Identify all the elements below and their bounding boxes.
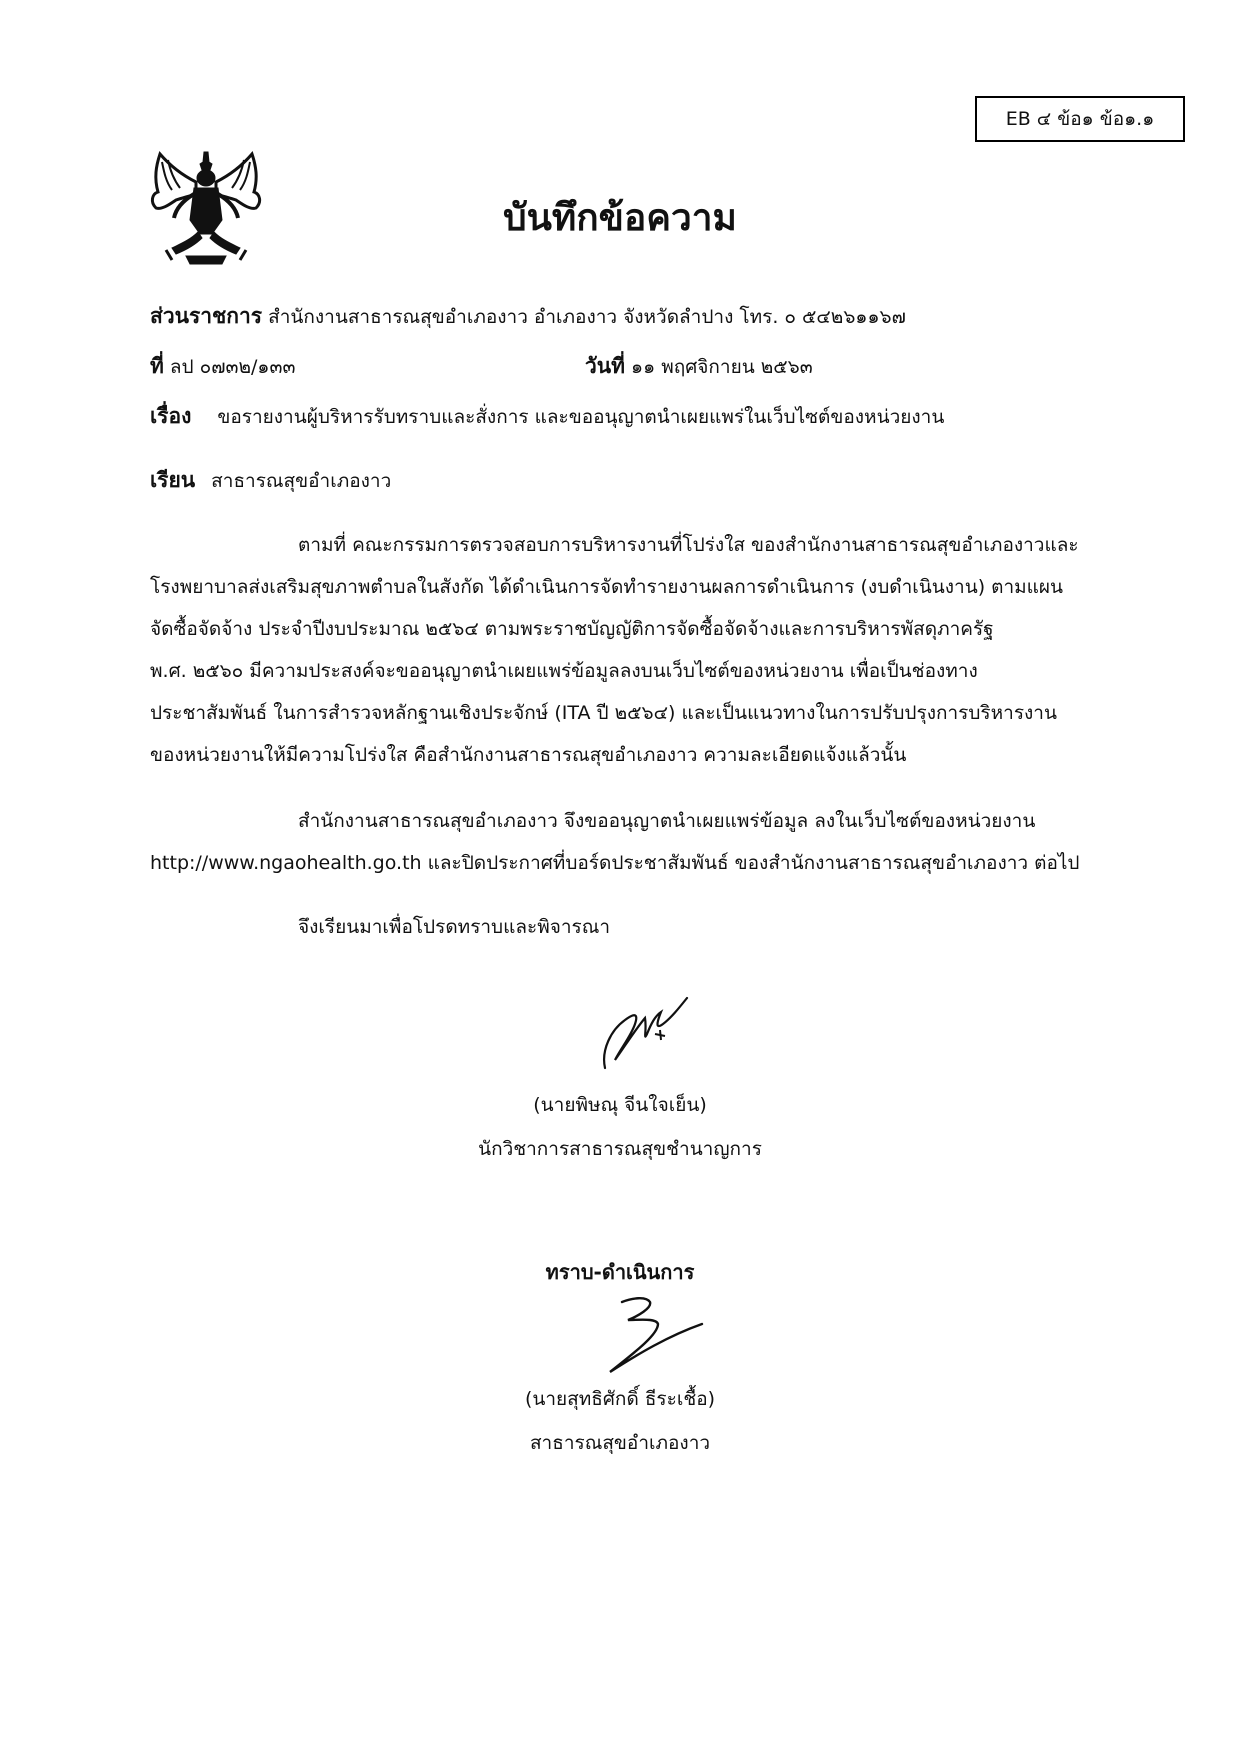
signer1-name: (นายพิษณุ จีนใจเย็น) xyxy=(533,1094,707,1116)
paragraph-line: สำนักงานสาธารณสุขอำเภองาว จึงขออนุญาตนำเผยแพร่ข้อมูล ลงในเว็บไซต์ของหน่วยงาน xyxy=(298,810,1036,832)
ref-value: ลป ๐๗๓๒/๑๓๓ xyxy=(169,356,296,378)
paragraph-line: http://www.ngaohealth.go.th และปิดประกาศที่บอร์ดประชาสัมพันธ์ ของสำนักงานสาธารณสุขอำเภองาว ต่อไป xyxy=(150,852,1080,874)
subject-value: ขอรายงานผู้บริหารรับทราบและสั่งการ และขออนุญาตนำเผยแพร่ในเว็บไซต์ของหน่วยงาน xyxy=(217,406,945,428)
reference-line xyxy=(150,350,295,383)
approver-name: (นายสุทธิศักดิ์ ธีระเชื้อ) xyxy=(524,1388,716,1410)
agency-value: สำนักงานสาธารณสุขอำเภองาว อำเภองาว จังหวัดลำปาง โทร. ๐ ๕๔๒๖๑๑๖๗ xyxy=(268,306,906,328)
to-value: สาธารณสุขอำเภองาว xyxy=(211,470,392,492)
signature-2 xyxy=(598,1290,708,1380)
paragraph-line: ตามที่ คณะกรรมการตรวจสอบการบริหารงานที่โปร่งใส ของสำนักงานสาธารณสุขอำเภองาวและ xyxy=(298,534,1079,556)
closing-text: จึงเรียนมาเพื่อโปรดทราบและพิจารณา xyxy=(298,916,611,938)
ref-label: ที่ xyxy=(150,354,164,378)
date-line xyxy=(585,350,813,383)
paragraph-line: โรงพยาบาลส่งเสริมสุขภาพตำบลในสังกัด ได้ดำเนินการจัดทำรายงานผลการดำเนินการ (งบดำเนินงาน) ตามแผน xyxy=(150,576,1064,598)
signer1-position: นักวิชาการสาธารณสุขชำนาญการ xyxy=(478,1138,762,1160)
body-paragraph-1 xyxy=(150,524,1145,776)
paragraph-line: พ.ศ. ๒๕๖๐ มีความประสงค์จะขออนุญาตนำเผยแพร่ข้อมูลลงบนเว็บไซต์ของหน่วยงาน เพื่อเป็นช่องทาง xyxy=(150,660,978,682)
subject-line xyxy=(150,400,944,433)
subject-label: เรื่อง xyxy=(150,404,192,428)
document-title: บันทึกข้อความ xyxy=(503,196,737,239)
paragraph-line: จัดซื้อจัดจ้าง ประจำปีงบประมาณ ๒๕๖๔ ตามพระราชบัญญัติการจัดซื้อจัดจ้างและการบริหารพัสดุภาครัฐ xyxy=(150,618,994,640)
signature-1 xyxy=(585,990,695,1080)
agency-line xyxy=(150,300,906,333)
approver-position: สาธารณสุขอำเภองาว xyxy=(529,1432,711,1454)
approval-label: ทราบ-ดำเนินการ xyxy=(545,1260,695,1284)
date-label: วันที่ xyxy=(585,354,625,378)
date-value: ๑๑ พฤศจิกายน ๒๕๖๓ xyxy=(631,356,813,378)
to-label: เรียน xyxy=(150,468,196,492)
to-line xyxy=(150,464,391,497)
reference-box: EB ๔ ข้อ๑ ข้อ๑.๑ xyxy=(975,96,1185,142)
paragraph-line: ประชาสัมพันธ์ ในการสำรวจหลักฐานเชิงประจักษ์ (ITA ปี ๒๕๖๔) และเป็นแนวทางในการปรับปรุงการบริหารงาน xyxy=(150,702,1057,724)
body-paragraph-2 xyxy=(150,800,1145,884)
agency-label: ส่วนราชการ xyxy=(150,304,263,328)
paragraph-line: ของหน่วยงานให้มีความโปร่งใส คือสำนักงานสาธารณสุขอำเภองาว ความละเอียดแจ้งแล้วนั้น xyxy=(150,744,907,766)
